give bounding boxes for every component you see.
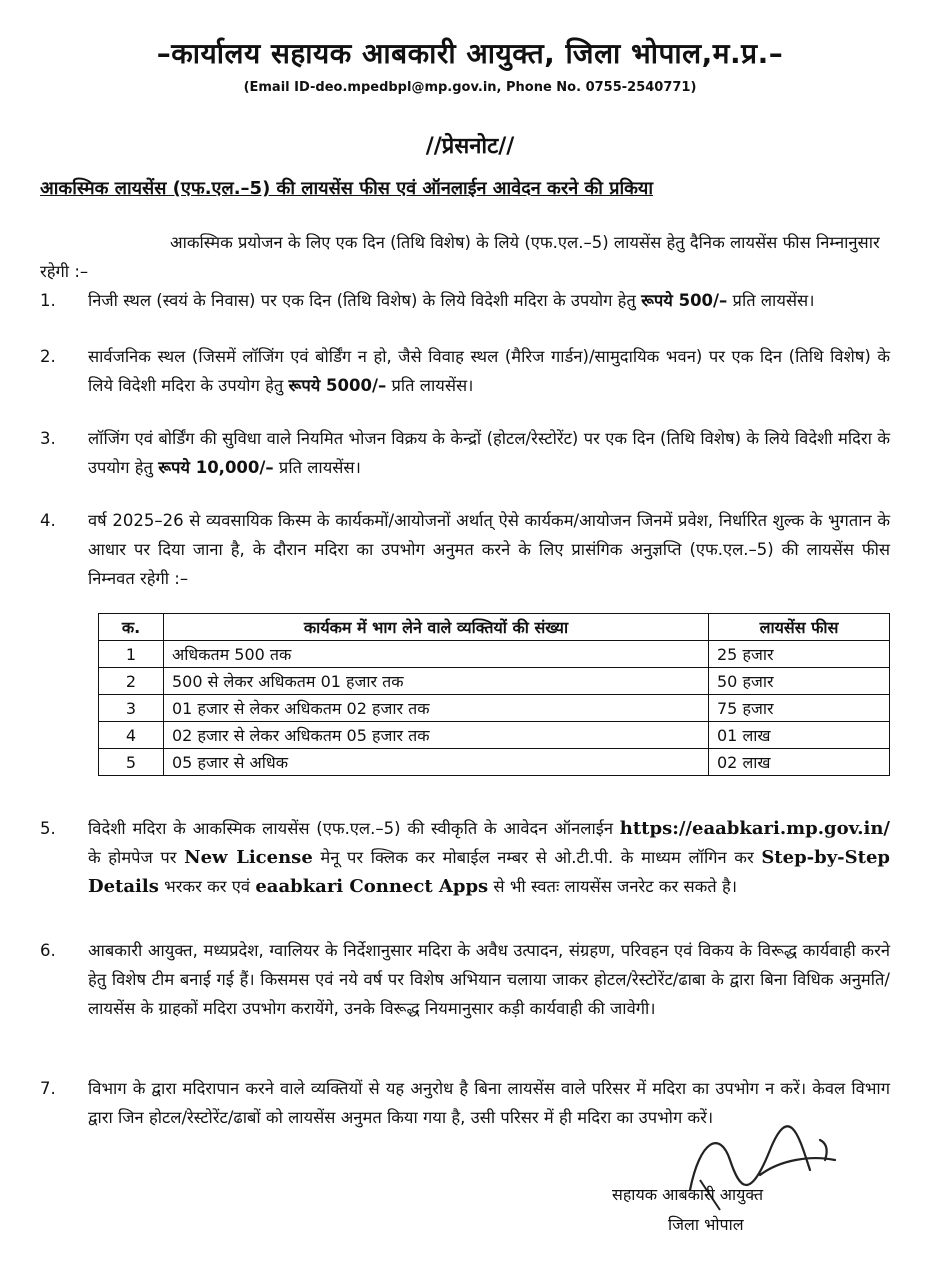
table-cell: 500 से लेकर अधिकतम 01 हजार तक xyxy=(164,668,709,695)
list-item xyxy=(40,424,890,482)
item-number: 1. xyxy=(40,291,56,310)
table-cell: 3 xyxy=(99,695,164,722)
signatory-district: जिला भोपाल xyxy=(668,1215,744,1234)
item-number: 2. xyxy=(40,347,56,366)
website-url: https://eaabkari.mp.gov.in/ xyxy=(619,818,890,839)
item-number: 5. xyxy=(40,819,56,838)
table-row xyxy=(99,722,890,749)
list-item xyxy=(40,342,890,400)
list-item xyxy=(40,936,890,1023)
item-number: 4. xyxy=(40,511,56,530)
column-header: कार्यकम में भाग लेने वाले व्यक्तियों की संख्या xyxy=(164,614,709,641)
item-text: सार्वजनिक स्थल (जिसमें लॉजिंग एवं बोर्डिंग न हो, जैसे विवाह स्थल (मैरिज गार्डन)/सामुदायिक भवन) पर एक दिन (तिथि विशेष) के लिये विदेशी मदिरा के उपयोग हेतु रूपये 5000/– प्रति लायसेंस। xyxy=(88,347,890,395)
table-cell: 05 हजार से अधिक xyxy=(164,749,709,776)
item-text: वर्ष 2025–26 से व्यवसायिक किस्म के कार्यकमों/आयोजनों अर्थात् ऐसे कार्यकम/आयोजन जिनमें प्रवेश, निर्धारित शुल्क के भुगतान के आधार पर दिया जाना है, के दौरान मदिरा का उपभोग अनुमत करने के लिए प्रासंगिक अनुज्ञप्ति (एफ.एल.–5) की लायसेंस फीस निम्नवत रहेगी :– xyxy=(88,511,890,588)
list-item xyxy=(40,814,890,901)
table-row xyxy=(99,668,890,695)
table-cell: 01 लाख xyxy=(709,722,890,749)
table-header-row xyxy=(99,614,890,641)
table-cell: 01 हजार से लेकर अधिकतम 02 हजार तक xyxy=(164,695,709,722)
item-number: 6. xyxy=(40,941,56,960)
item-number: 7. xyxy=(40,1079,56,1098)
table-cell: 50 हजार xyxy=(709,668,890,695)
table-cell: 5 xyxy=(99,749,164,776)
table-row xyxy=(99,749,890,776)
column-header: क. xyxy=(99,614,164,641)
list-item xyxy=(40,506,890,593)
table-cell: 1 xyxy=(99,641,164,668)
item-text: लॉजिंग एवं बोर्डिंग की सुविधा वाले नियमित भोजन विक्रय के केन्द्रों (होटल/रेस्टोरेंट) पर एक दिन (तिथि विशेष) के लिये विदेशी मदिरा के उपयोग हेतु रूपये 10,000/– प्रति लायसेंस। xyxy=(88,429,890,477)
subject-line: आकस्मिक लायसेंस (एफ.एल.–5) की लायसेंस फीस एवं ऑनलाईन आवेदन करने की प्रकिया xyxy=(40,178,654,199)
table-cell: अधिकतम 500 तक xyxy=(164,641,709,668)
item-text: निजी स्थल (स्वयं के निवास) पर एक दिन (तिथि विशेष) के लिये विदेशी मदिरा के उपयोग हेतु रूपये 500/– प्रति लायसेंस। xyxy=(88,291,815,310)
item-text: विदेशी मदिरा के आकस्मिक लायसेंस (एफ.एल.–5) की स्वीकृति के आवेदन ऑनलाईन https://eaabkari.mp.gov.in/ के होमपेज पर New License मेनू पर क्लिक कर मोबाईल नम्बर से ओ.टी.पी. के माध्यम लॉगिन कर Step-by-Step Details भरकर कर एवं eaabkari Connect Apps से भी स्वतः लायसेंस जनरेट कर सकते है। xyxy=(88,818,891,897)
press-note-heading: //प्रेसनोट// xyxy=(425,134,515,159)
intro-paragraph: आकस्मिक प्रयोजन के लिए एक दिन (तिथि विशेष) के लिये (एफ.एल.–5) लायसेंस हेतु दैनिक लायसेंस फीस निम्नानुसार रहेगी :– xyxy=(40,233,880,281)
table-cell: 02 हजार से लेकर अधिकतम 05 हजार तक xyxy=(164,722,709,749)
table-cell: 25 हजार xyxy=(709,641,890,668)
item-text: आबकारी आयुक्त, मध्यप्रदेश, ग्वालियर के निर्देशानुसार मदिरा के अवैध उत्पादन, संग्रहण, परिवहन एवं विकय के विरूद्ध कार्यवाही करने हेतु विशेष टीम बनाई गई हैं। किसमस एवं नये वर्ष पर विशेष अभियान चलाया जाकर होटल/रेस्टोरेंट/ढाबा के द्वारा बिना विधिक अनुमति/लायसेंस के ग्राहकों मदिरा उपभोग करायेंगे, उनके विरूद्ध नियमानुसार कड़ी कार्यवाही की जावेगी। xyxy=(88,941,890,1018)
table-cell: 2 xyxy=(99,668,164,695)
table-cell: 02 लाख xyxy=(709,749,890,776)
table-row xyxy=(99,695,890,722)
license-fee-table xyxy=(98,613,890,776)
signature-block xyxy=(612,1180,872,1240)
contact-line: (Email ID-deo.mpedbpl@mp.gov.in, Phone No. 0755-2540771) xyxy=(243,80,697,95)
list-item xyxy=(40,286,890,315)
table-row xyxy=(99,641,890,668)
table-cell: 4 xyxy=(99,722,164,749)
office-title: –कार्यालय सहायक आबकारी आयुक्त, जिला भोपाल,म.प्र.– xyxy=(156,37,784,70)
signatory-designation: सहायक आबकारी आयुक्त xyxy=(612,1185,764,1204)
item-text: विभाग के द्वारा मदिरापान करने वाले व्यक्तियों से यह अनुरोध है बिना लायसेंस वाले परिसर में मदिरा का उपभोग न करें। केवल विभाग द्वारा जिन होटल/रेस्टोरेंट/ढाबों को लायसेंस अनुमत किया गया है, उसी परिसर में ही मदिरा का उपभोग करें। xyxy=(88,1079,890,1127)
item-number: 3. xyxy=(40,429,56,448)
table-cell: 75 हजार xyxy=(709,695,890,722)
column-header: लायसेंस फीस xyxy=(709,614,890,641)
